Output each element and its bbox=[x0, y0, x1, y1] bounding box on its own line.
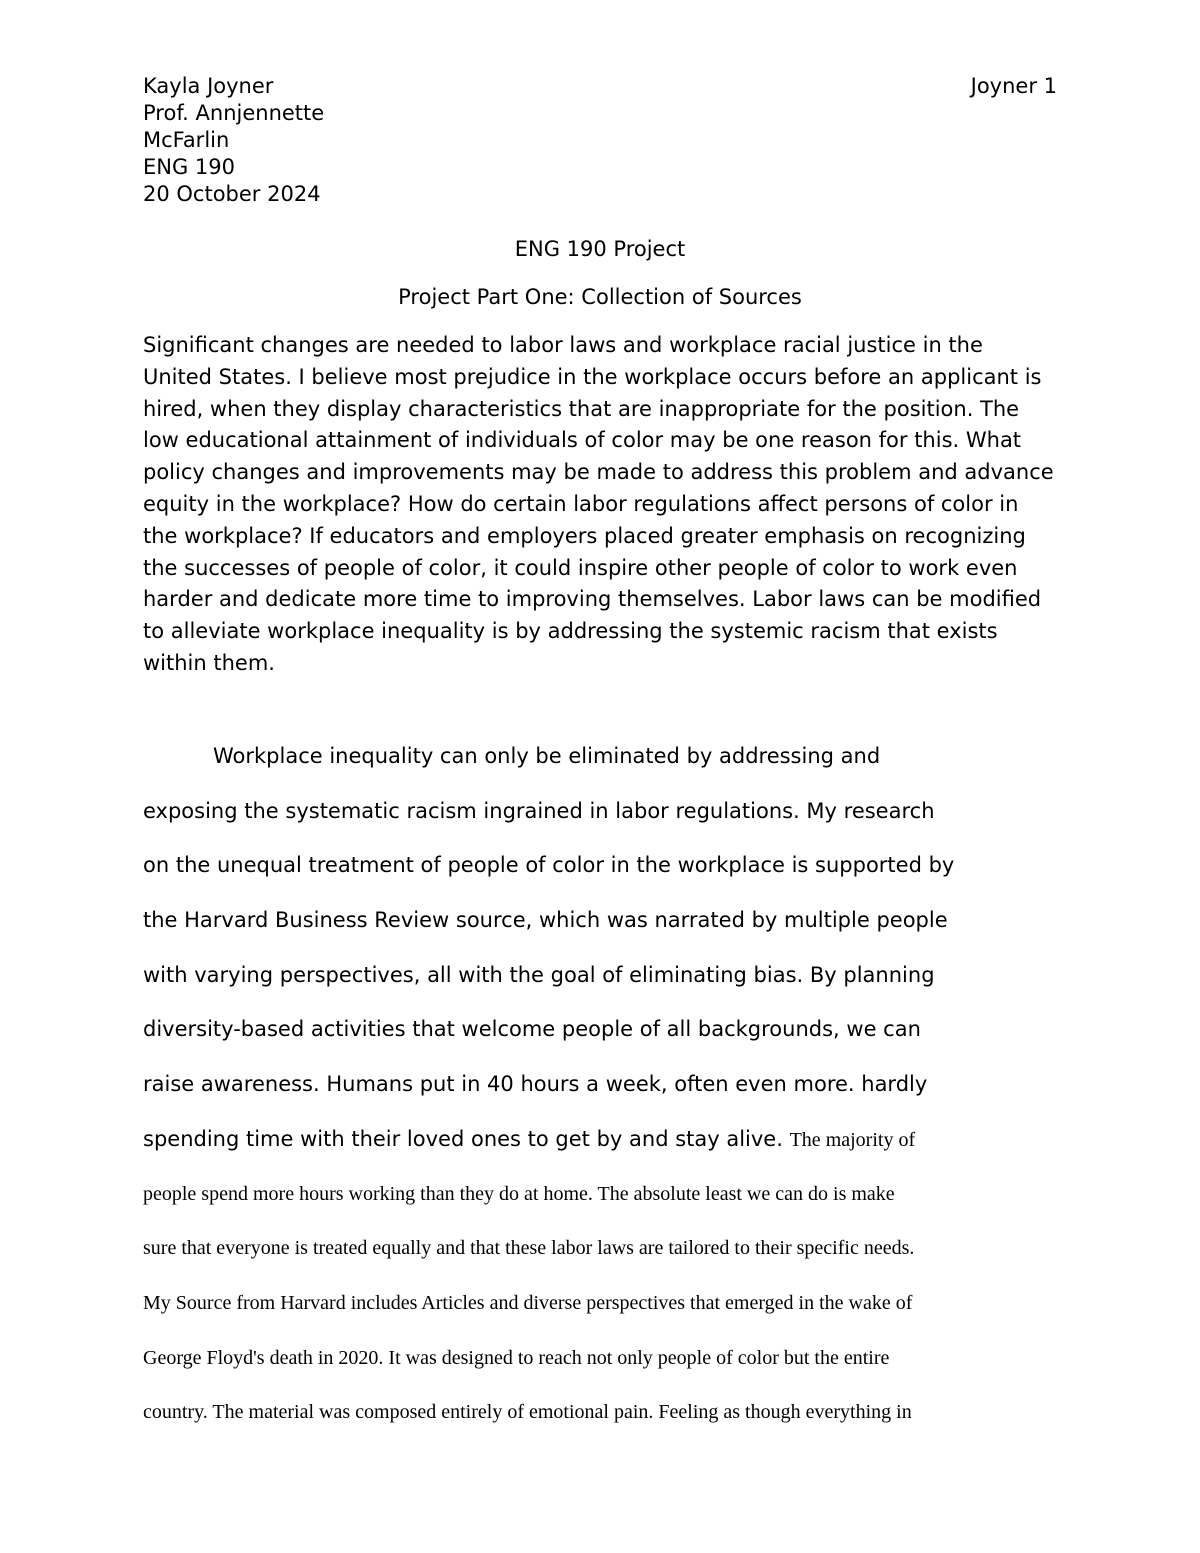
professor-name-line1: Prof. Annjennette bbox=[143, 101, 325, 125]
intro-paragraph bbox=[143, 330, 1058, 680]
author-name: Kayla Joyner bbox=[143, 74, 274, 98]
body-line: George Floyd's death in 2020. It was designed to reach not only people of color but the entire bbox=[143, 1346, 890, 1369]
body-line: with varying perspectives, all with the goal of eliminating bias. By planning bbox=[143, 962, 935, 987]
running-header-page-number: Joyner 1 bbox=[970, 74, 1057, 98]
body-line-mixed bbox=[143, 1112, 1063, 1167]
mla-heading bbox=[143, 73, 403, 208]
body-line: diversity-based activities that welcome people of all backgrounds, we can bbox=[143, 1017, 921, 1042]
body-line: Workplace inequality can only be eliminated by addressing and bbox=[213, 744, 881, 768]
document-title: ENG 190 Project bbox=[514, 237, 686, 261]
body-line: sure that everyone is treated equally and that these labor laws are tailored to their specific needs. bbox=[143, 1237, 915, 1260]
course-name: ENG 190 bbox=[143, 155, 236, 179]
body-line: the Harvard Business Review source, which was narrated by multiple people bbox=[143, 908, 948, 933]
body-line-serif-part: The majority of bbox=[789, 1128, 916, 1151]
body-line: people spend more hours working than they do at home. The absolute least we can do is make bbox=[143, 1182, 895, 1205]
body-line: exposing the systematic racism ingrained in labor regulations. My research bbox=[143, 798, 935, 823]
intro-paragraph-text: Significant changes are needed to labor laws and workplace racial justice in the United States. I believe most prejudice in the workplace occurs before an applicant is hired, when they display characteristics that are inappropriate for the position. The low educational attainment of individuals of color may be one reason for this. What policy changes and improvements may be made to address this problem and advance equity in the workplace? How do certain labor regulations affect persons of color in the workplace? If educators and employers placed greater emphasis on recognizing the successes of people of color, it could inspire other people of color to work even harder and dedicate more time to improving themselves. Labor laws can be modified to alleviate workplace inequality is by addressing the systemic racism that exists within them. bbox=[143, 333, 1054, 675]
document-subtitle: Project Part One: Collection of Sources bbox=[398, 285, 802, 309]
body-line: country. The material was composed entirely of emotional pain. Feeling as though everything in bbox=[143, 1401, 912, 1424]
body-line: My Source from Harvard includes Articles and diverse perspectives that emerged in the wake of bbox=[143, 1291, 913, 1314]
body-line-sans-part: spending time with their loved ones to get by and stay alive. bbox=[143, 1126, 783, 1151]
body-line: on the unequal treatment of people of color in the workplace is supported by bbox=[143, 853, 955, 878]
submission-date: 20 October 2024 bbox=[143, 182, 321, 206]
body-line: raise awareness. Humans put in 40 hours a week, often even more. hardly bbox=[143, 1072, 928, 1097]
body-paragraph bbox=[143, 729, 1063, 1440]
professor-name-line2: McFarlin bbox=[143, 128, 230, 152]
